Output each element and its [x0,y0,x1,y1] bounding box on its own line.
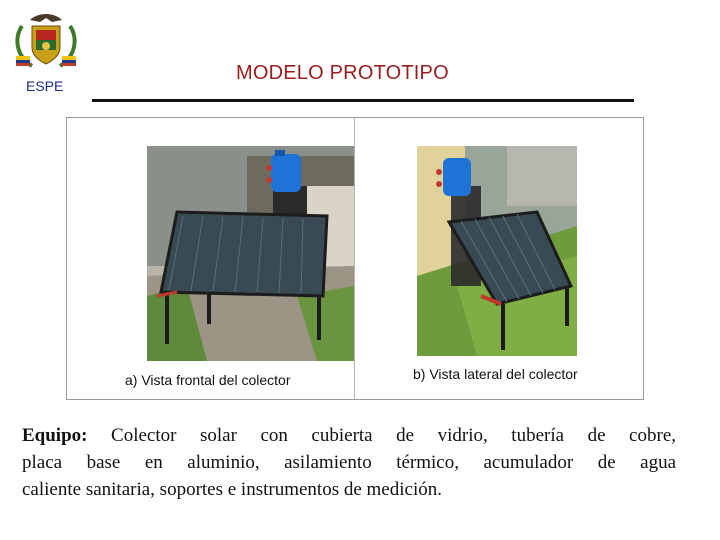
description-line-3: caliente sanitaria, soportes e instrumentos de medición. [22,479,442,500]
caption-side-view: b) Vista lateral del colector [413,366,578,382]
equipment-description [22,422,676,503]
title-underline [92,99,634,102]
description-line-1 [22,422,676,449]
espe-emblem-logo [8,10,84,72]
figure-divider [354,118,355,399]
logo-text: ESPE [26,78,64,94]
figure-panel [66,117,644,400]
description-line-2: placa base en aluminio, asilamiento térmico, acumulador de agua [22,452,676,473]
photo-front-view-collector [147,146,354,361]
photo-side-view-collector [417,146,577,356]
equipment-label: Equipo: [22,425,88,446]
page-title: MODELO PROTOTIPO [236,62,449,84]
caption-front-view: a) Vista frontal del colector [125,372,291,388]
description-text-1: Colector solar con cubierta de vidrio, tubería de cobre, [87,425,676,446]
